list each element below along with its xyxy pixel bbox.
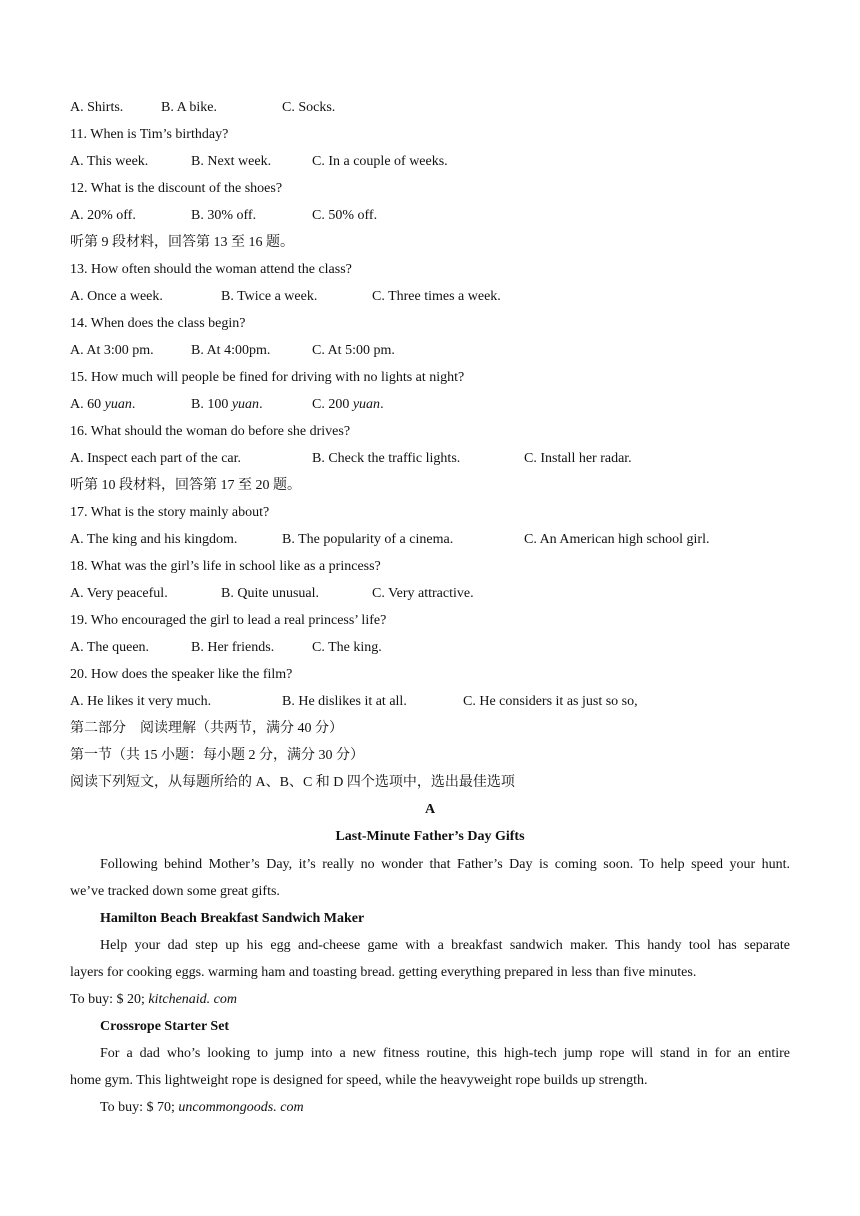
question-18: 18. What was the girl’s life in school like as a princess? (70, 559, 381, 574)
q20-option-b: B. He dislikes it at all. (282, 694, 407, 709)
q10-option-b: B. A bike. (161, 100, 218, 115)
passage-intro-line-1: Following behind Mother’s Day, it’s really no wonder that Father’s Day is coming soon. To help speed your hunt. (100, 857, 790, 872)
passage-title: Last-Minute Father’s Day Gifts (335, 829, 525, 844)
q18-option-a: A. Very peaceful. (70, 586, 168, 601)
gift-2-desc-line-2: home gym. This lightweight rope is designed for speed, while the heavyweight rope builds up strength. (70, 1073, 648, 1088)
q14-option-b: B. At 4:00pm. (191, 343, 271, 358)
q12-option-a: A. 20% off. (70, 208, 136, 223)
q16-option-b: B. Check the traffic lights. (312, 451, 461, 466)
section-1-heading: 第一节（共 15 小题：每小题 2 分，满分 30 分） (70, 748, 364, 763)
q13-option-a: A. Once a week. (70, 289, 163, 304)
gift-2-site: uncommongoods. com (178, 1100, 304, 1115)
question-16: 16. What should the woman do before she drives? (70, 424, 351, 439)
passage-intro-line-2: we’ve tracked down some great gifts. (70, 884, 280, 899)
gift-1-name: Hamilton Beach Breakfast Sandwich Maker (100, 911, 365, 926)
reading-instruction: 阅读下列短文，从每题所给的 A、B、C 和 D 四个选项中，选出最佳选项 (70, 775, 515, 790)
q13-option-b: B. Twice a week. (221, 289, 318, 304)
q15-option-c: C. 200 yuan. (312, 397, 384, 412)
q14-option-c: C. At 5:00 pm. (312, 343, 395, 358)
question-11: 11. When is Tim’s birthday? (70, 127, 229, 142)
passage-letter: A (424, 802, 436, 817)
q16-option-c: C. Install her radar. (524, 451, 632, 466)
gift-1-desc-line-2: layers for cooking eggs. warming ham and toasting bread. getting everything prepared in less than five minutes. (70, 965, 697, 980)
question-15: 15. How much will people be fined for driving with no lights at night? (70, 370, 465, 385)
q16-option-a: A. Inspect each part of the car. (70, 451, 242, 466)
q14-option-a: A. At 3:00 pm. (70, 343, 154, 358)
q20-option-c: C. He considers it as just so so, (463, 694, 638, 709)
gift-1-price: To buy: $ 20; (70, 992, 149, 1007)
part-2-heading: 第二部分 阅读理解（共两节，满分 40 分） (70, 721, 343, 736)
gift-1-site: kitchenaid. com (148, 992, 237, 1007)
q10-option-c: C. Socks. (282, 100, 336, 115)
question-17: 17. What is the story mainly about? (70, 505, 270, 520)
q19-option-a: A. The queen. (70, 640, 150, 655)
gift-2-buy (100, 1098, 304, 1118)
q11-option-a: A. This week. (70, 154, 149, 169)
q11-option-b: B. Next week. (191, 154, 272, 169)
question-19: 19. Who encouraged the girl to lead a real princess’ life? (70, 613, 387, 628)
q18-option-b: B. Quite unusual. (221, 586, 319, 601)
q13-option-c: C. Three times a week. (372, 289, 501, 304)
gift-1-buy (70, 990, 237, 1010)
gift-1-desc-line-1: Help your dad step up his egg and-cheese game with a breakfast sandwich maker. This handy tool has separate (100, 938, 790, 953)
q15-option-a: A. 60 yuan. (70, 397, 136, 412)
q18-option-c: C. Very attractive. (372, 586, 474, 601)
question-13: 13. How often should the woman attend the class? (70, 262, 352, 277)
section-9-instruction: 听第 9 段材料，回答第 13 至 16 题。 (70, 235, 294, 250)
q11-option-c: C. In a couple of weeks. (312, 154, 448, 169)
question-12: 12. What is the discount of the shoes? (70, 181, 283, 196)
q17-option-b: B. The popularity of a cinema. (282, 532, 454, 547)
q12-option-b: B. 30% off. (191, 208, 257, 223)
question-20: 20. How does the speaker like the film? (70, 667, 293, 682)
q17-option-c: C. An American high school girl. (524, 532, 710, 547)
section-10-instruction: 听第 10 段材料，回答第 17 至 20 题。 (70, 478, 301, 493)
q12-option-c: C. 50% off. (312, 208, 378, 223)
q19-option-b: B. Her friends. (191, 640, 275, 655)
q19-option-c: C. The king. (312, 640, 382, 655)
q10-option-a: A. Shirts. (70, 100, 124, 115)
question-14: 14. When does the class begin? (70, 316, 246, 331)
q17-option-a: A. The king and his kingdom. (70, 532, 238, 547)
q15-option-b: B. 100 yuan. (191, 397, 263, 412)
q20-option-a: A. He likes it very much. (70, 694, 212, 709)
gift-2-name: Crossrope Starter Set (100, 1019, 230, 1034)
gift-2-price: To buy: $ 70; (100, 1100, 179, 1115)
gift-2-desc-line-1: For a dad who’s looking to jump into a new fitness routine, this high-tech jump rope will stand in for an entire (100, 1046, 790, 1061)
